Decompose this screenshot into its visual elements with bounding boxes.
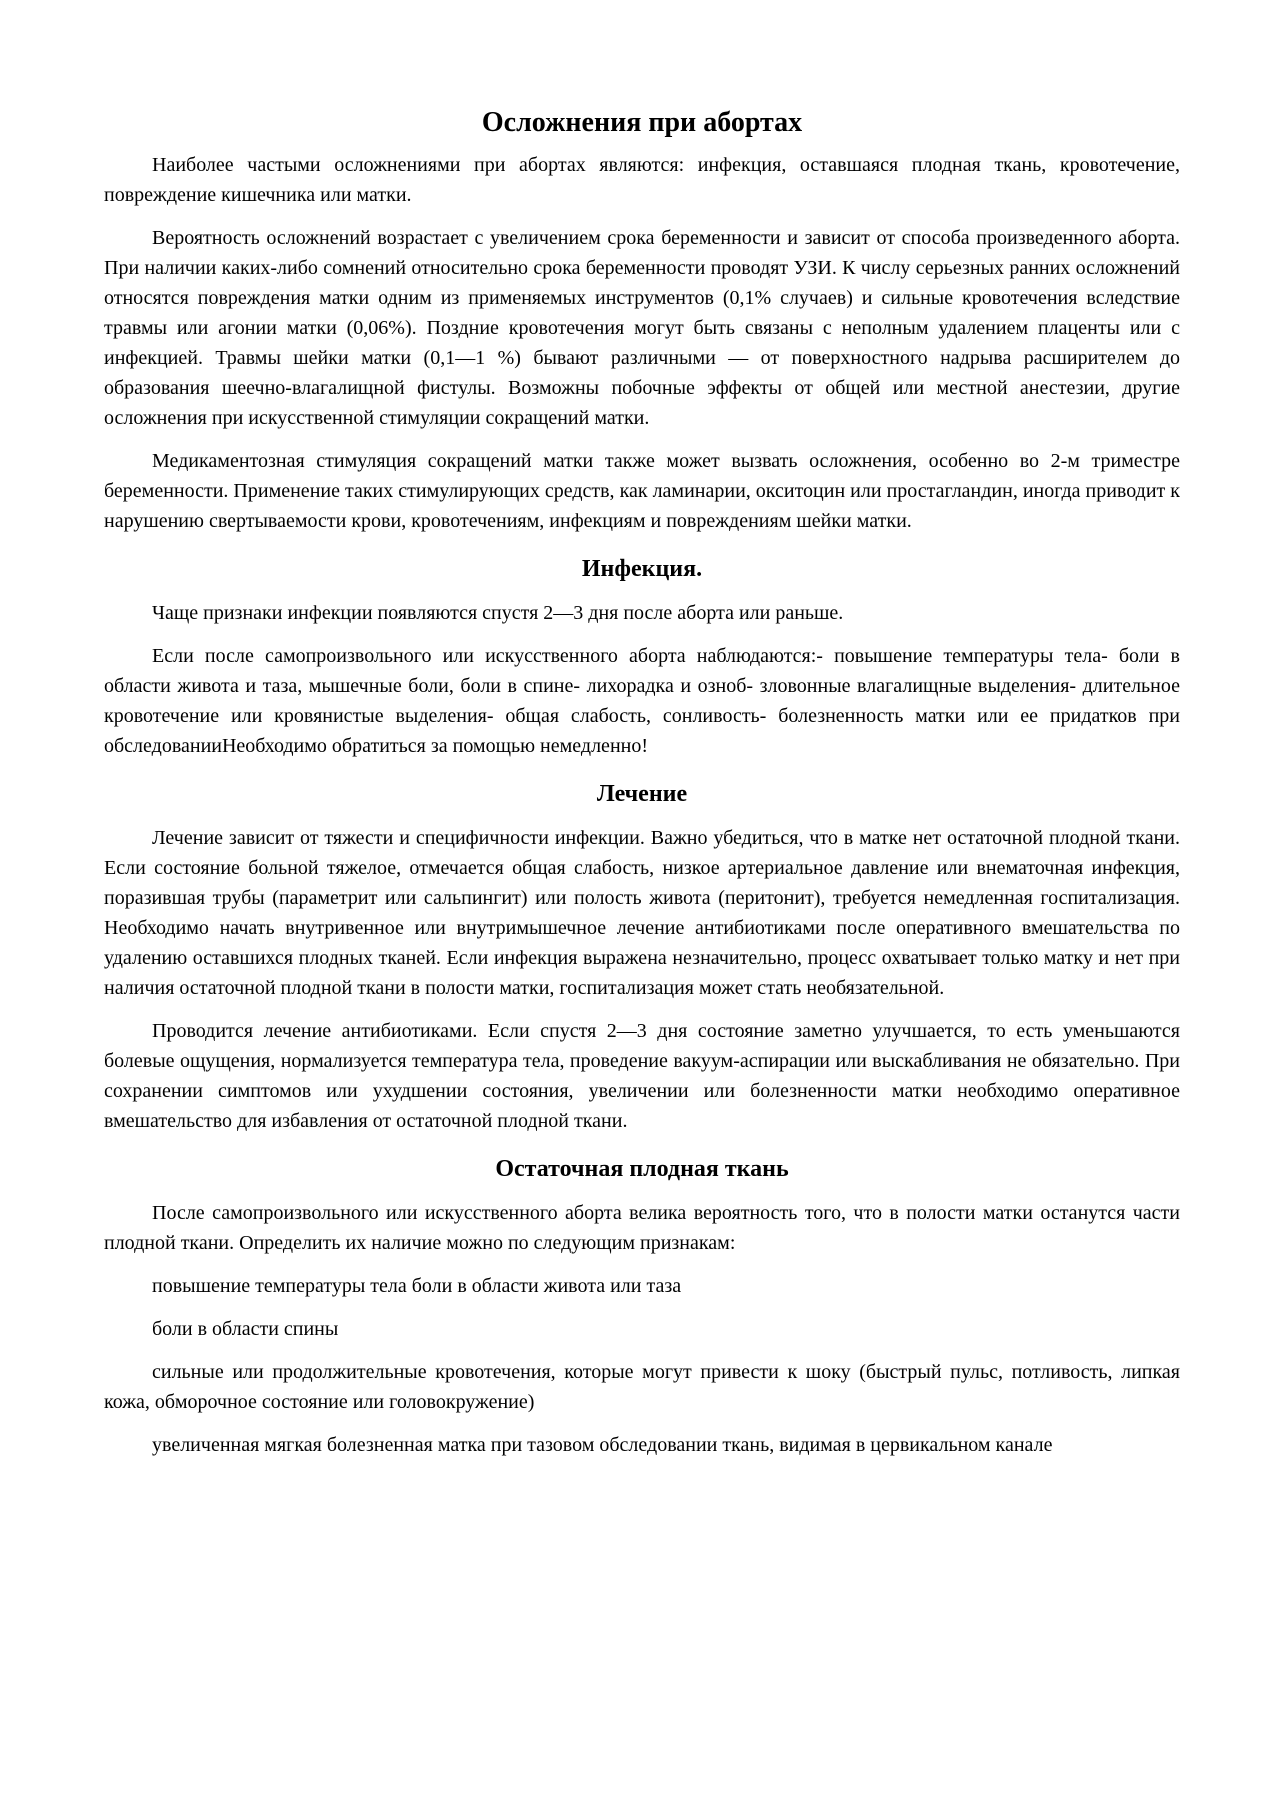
paragraph: повышение температуры тела боли в области живота или таза	[152, 1275, 682, 1297]
document-title: Осложнения при абортах	[481, 107, 803, 138]
paragraph: Наиболее частыми осложнениями при абортах являются: инфекция, оставшаяся плодная ткань, кровотечение, повреждение кишечника или матки.	[104, 154, 1180, 206]
section-heading-treatment: Лечение	[596, 781, 688, 807]
paragraph: Вероятность осложнений возрастает с увеличением срока беременности и зависит от способа произведенного аборта. При наличии каких-либо сомнений относительно срока беременности проводят УЗИ. К числу серьезных ранних осложнений относятся повреждения матки одним из применяемых инструментов (0,1% случаев) и сильные кровотечения вследствие травмы или агонии матки (0,06%). Поздние кровотечения могут быть связаны с неполным удалением плаценты или с инфекцией. Травмы шейки матки (0,1—1 %) бывают различными — от поверхностного надрыва расширителем до образования шеечно-влагалищной фистулы. Возможны побочные эффекты от общей или местной анестезии, другие осложнения при искусственной стимуляции сокращений матки.	[104, 227, 1180, 429]
paragraph: Медикаментозная стимуляция сокращений матки также может вызвать осложнения, особенно во 2-м триместре беременности. Применение таких стимулирующих средств, как ламинарии, окситоцин или простагландин, иногда приводит к нарушению свертываемости крови, кровотечениям, инфекциям и повреждениям шейки матки.	[104, 450, 1180, 532]
paragraph: боли в области спины	[152, 1318, 339, 1340]
paragraph: После самопроизвольного или искусственного аборта велика вероятность того, что в полости матки останутся части плодной ткани. Определить их наличие можно по следующим признакам:	[104, 1202, 1180, 1254]
paragraph: сильные или продолжительные кровотечения, которые могут привести к шоку (быстрый пульс, потливость, липкая кожа, обморочное состояние или головокружение)	[104, 1361, 1180, 1413]
paragraph: Если после самопроизвольного или искусственного аборта наблюдаются:- повышение температуры тела- боли в области живота и таза, мышечные боли, боли в спине- лихорадка и озноб- зловонные влагалищные выделения- длительное кровотечение или кровянистые выделения- общая слабость, сонливость- болезненность матки или ее придатков при обследованииНеобходимо обратиться за помощью немедленно!	[104, 645, 1180, 757]
paragraph: увеличенная мягкая болезненная матка при тазовом обследовании ткань, видимая в цервикальном канале	[152, 1434, 1053, 1456]
paragraph: Чаще признаки инфекции появляются спустя 2—3 дня после аборта или раньше.	[152, 602, 844, 624]
paragraph: Лечение зависит от тяжести и специфичности инфекции. Важно убедиться, что в матке нет остаточной плодной ткани. Если состояние больной тяжелое, отмечается общая слабость, низкое артериальное давление или внематочная инфекция, поразившая трубы (параметрит или сальпингит) или полость живота (перитонит), требуется немедленная госпитализация. Необходимо начать внутривенное или внутримышечное лечение антибиотиками после оперативного вмешательства по удалению оставшихся плодных тканей. Если инфекция выражена незначительно, процесс охватывает только матку и нет при наличия остаточной плодной ткани в полости матки, госпитализация может стать необязательной.	[104, 827, 1180, 999]
section-heading-residual-tissue: Остаточная плодная ткань	[495, 1156, 789, 1182]
paragraph: Проводится лечение антибиотиками. Если спустя 2—3 дня состояние заметно улучшается, то есть уменьшаются болевые ощущения, нормализуется температура тела, проведение вакуум-аспирации или выскабливания не обязательно. При сохранении симптомов или ухудшении состояния, увеличении или болезненности матки необходимо оперативное вмешательство для избавления от остаточной плодной ткани.	[104, 1020, 1180, 1132]
section-heading-infection: Инфекция.	[581, 556, 703, 582]
